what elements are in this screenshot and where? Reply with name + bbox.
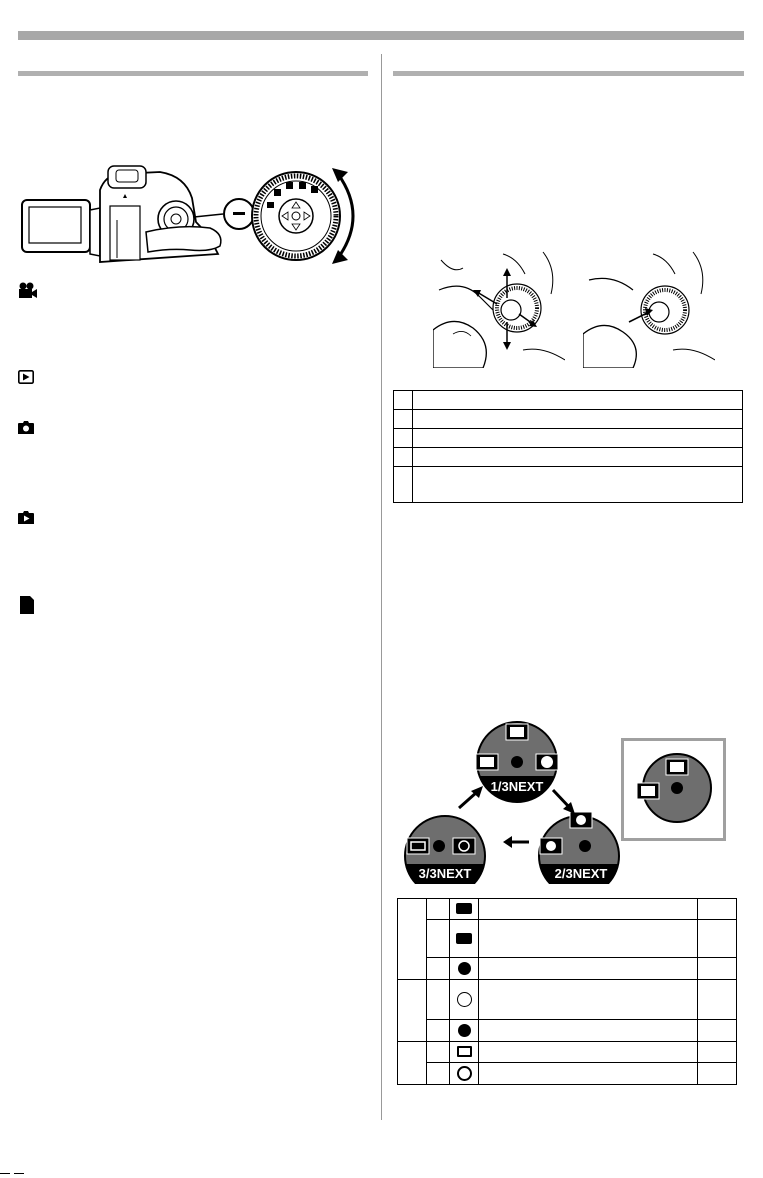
table-row <box>394 467 743 503</box>
table-cell-key <box>394 429 413 448</box>
guidance-icon-table <box>397 898 737 1085</box>
table-row <box>398 1063 737 1085</box>
table-row <box>394 448 743 467</box>
blank-search-icon <box>457 1066 472 1081</box>
table-cell-icon <box>450 958 479 980</box>
joystick-operation-table <box>393 390 743 503</box>
repeat-icon <box>457 1046 472 1057</box>
table-cell <box>479 980 698 1020</box>
table-cell <box>698 1042 737 1063</box>
joystick-press-photo <box>583 250 715 368</box>
playback-mode-icon <box>18 370 34 384</box>
table-cell <box>479 899 698 920</box>
table-cell <box>427 1042 450 1063</box>
table-row <box>394 391 743 410</box>
table-cell <box>427 980 450 1020</box>
table-cell-key <box>394 410 413 429</box>
photo-camera-icon <box>18 420 34 435</box>
table-cell <box>698 1020 737 1042</box>
page-group-cell <box>398 899 427 980</box>
table-cell-icon <box>450 1020 479 1042</box>
table-cell <box>479 1063 698 1085</box>
table-cell <box>698 958 737 980</box>
table-cell <box>427 958 450 980</box>
video-camera-icon <box>18 282 38 300</box>
table-cell-value <box>413 467 743 503</box>
table-row <box>398 980 737 1020</box>
table-row <box>398 1042 737 1063</box>
table-cell-value <box>413 391 743 410</box>
table-cell <box>427 1063 450 1085</box>
guidance-page-3-label: 3/3NEXT <box>418 866 472 881</box>
table-cell-icon <box>450 1063 479 1085</box>
table-row <box>398 899 737 920</box>
table-cell-icon <box>450 920 479 958</box>
table-cell-key <box>394 391 413 410</box>
table-cell-icon <box>450 980 479 1020</box>
table-row <box>394 429 743 448</box>
table-cell <box>698 899 737 920</box>
table-cell <box>479 958 698 980</box>
table-cell-icon <box>450 899 479 920</box>
table-cell-value <box>413 448 743 467</box>
page-header-bar <box>18 31 744 40</box>
table-row <box>398 1020 737 1042</box>
table-cell <box>427 899 450 920</box>
table-row <box>398 920 737 958</box>
table-row <box>394 410 743 429</box>
table-cell <box>427 920 450 958</box>
table-cell <box>479 1020 698 1042</box>
magicpix-icon <box>458 1024 471 1037</box>
table-cell-value <box>413 429 743 448</box>
backlight-icon <box>456 933 472 944</box>
table-cell-icon <box>450 1042 479 1063</box>
info-icon <box>458 962 471 975</box>
picture-playback-icon <box>18 510 34 525</box>
table-row <box>398 958 737 980</box>
table-cell <box>698 920 737 958</box>
table-cell-key <box>394 448 413 467</box>
joystick-move-photo <box>433 250 565 368</box>
table-cell <box>427 1020 450 1042</box>
table-cell <box>479 920 698 958</box>
table-cell <box>698 980 737 1020</box>
guidance-page-1-label: 1/3NEXT <box>490 779 544 794</box>
crop-mark <box>0 1173 10 1174</box>
soft-skin-icon <box>457 992 472 1007</box>
crop-mark <box>14 1173 24 1174</box>
page-group-cell <box>398 980 427 1042</box>
table-cell <box>479 1042 698 1063</box>
mode-dial-illustration <box>20 162 370 274</box>
page-group-cell <box>398 1042 427 1085</box>
table-cell-value <box>413 410 743 429</box>
guidance-inset-display <box>621 738 726 841</box>
column-divider <box>381 54 382 1120</box>
card-icon <box>20 596 34 614</box>
guidance-page-2-label: 2/3NEXT <box>554 866 608 881</box>
left-section-header-bar <box>18 71 368 76</box>
auto-mode-switch-icon <box>456 903 472 914</box>
operation-guidance-cycle <box>395 712 635 884</box>
right-section-header-bar <box>393 71 744 76</box>
table-cell-key <box>394 467 413 503</box>
table-cell <box>698 1063 737 1085</box>
